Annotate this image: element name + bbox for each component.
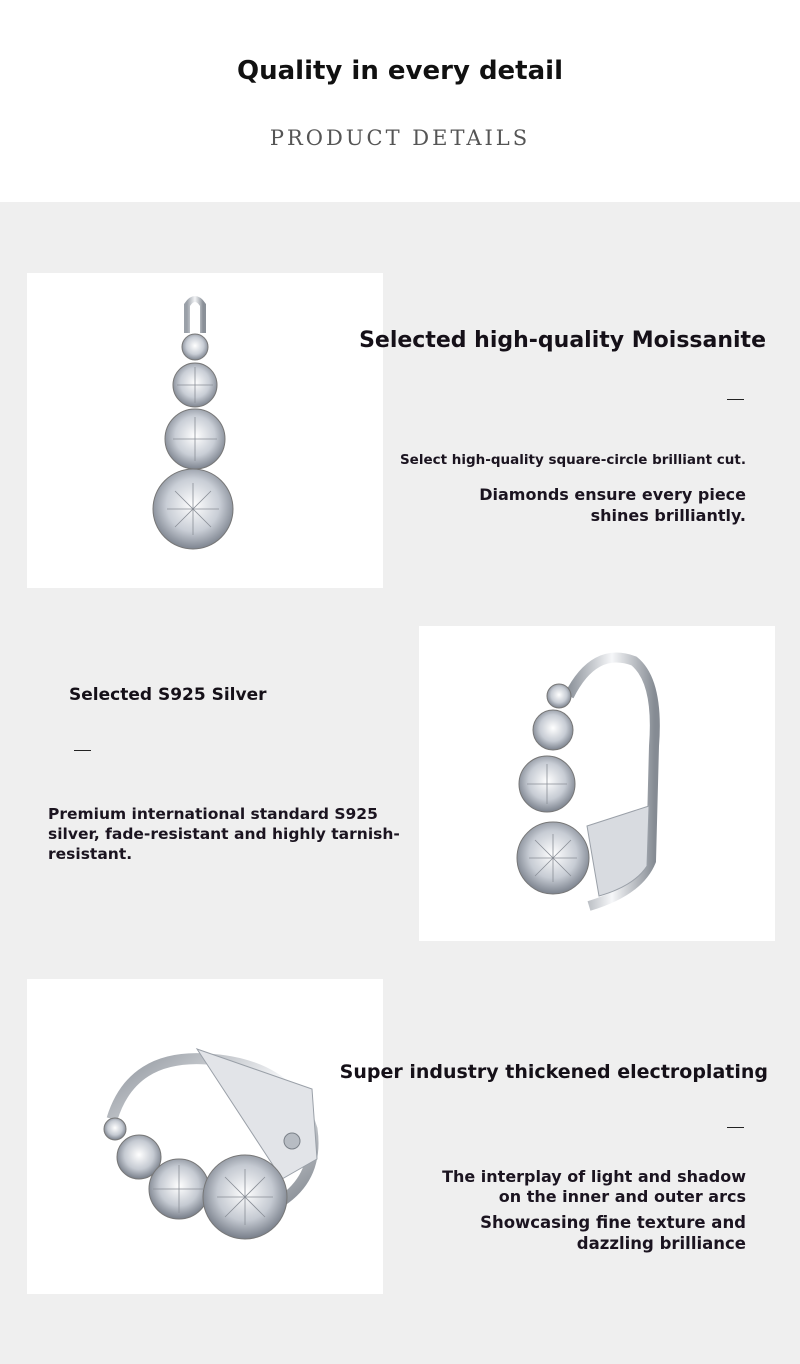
feature-3-line-2: on the inner and outer arcs	[498, 1187, 746, 1206]
feature-1-line-2: shines brilliantly.	[590, 506, 746, 525]
feature-3-text-b	[386, 1212, 746, 1254]
feature-1-text-small: Select high-quality square-circle brilliant cut.	[399, 452, 746, 468]
feature-2-heading: Selected S925 Silver	[69, 685, 267, 705]
feature-1-heading: Selected high-quality Moissanite	[359, 328, 766, 353]
silver-huggie-earring-side-icon	[419, 626, 775, 941]
feature-2-text	[48, 804, 408, 864]
earring-open-hinge-icon	[27, 979, 383, 1294]
feature-1-divider	[727, 399, 744, 400]
product-image-hinge	[27, 979, 383, 1294]
moissanite-earring-front-icon	[27, 273, 383, 588]
page-title: Quality in every detail	[237, 56, 563, 86]
feature-1-line-1: Diamonds ensure every piece	[479, 485, 746, 504]
feature-2-line-2: silver, fade-resistant and highly tarnish-	[48, 825, 400, 843]
feature-3-line-3: Showcasing fine texture and	[480, 1213, 746, 1232]
feature-3-line-1: The interplay of light and shadow	[442, 1167, 746, 1186]
feature-3-heading: Super industry thickened electroplating	[339, 1061, 768, 1083]
page-subtitle: PRODUCT DETAILS	[269, 126, 531, 150]
product-image-side	[419, 626, 775, 941]
product-image-front	[27, 273, 383, 588]
feature-2-line-1: Premium international standard S925	[48, 805, 378, 823]
feature-3-text-a	[386, 1167, 746, 1207]
feature-2-divider	[74, 750, 91, 751]
feature-3-divider	[727, 1127, 744, 1128]
feature-2-line-3: resistant.	[48, 845, 133, 863]
page-header	[0, 0, 800, 202]
feature-3-line-4: dazzling brilliance	[576, 1234, 746, 1253]
feature-1-text	[386, 484, 746, 526]
